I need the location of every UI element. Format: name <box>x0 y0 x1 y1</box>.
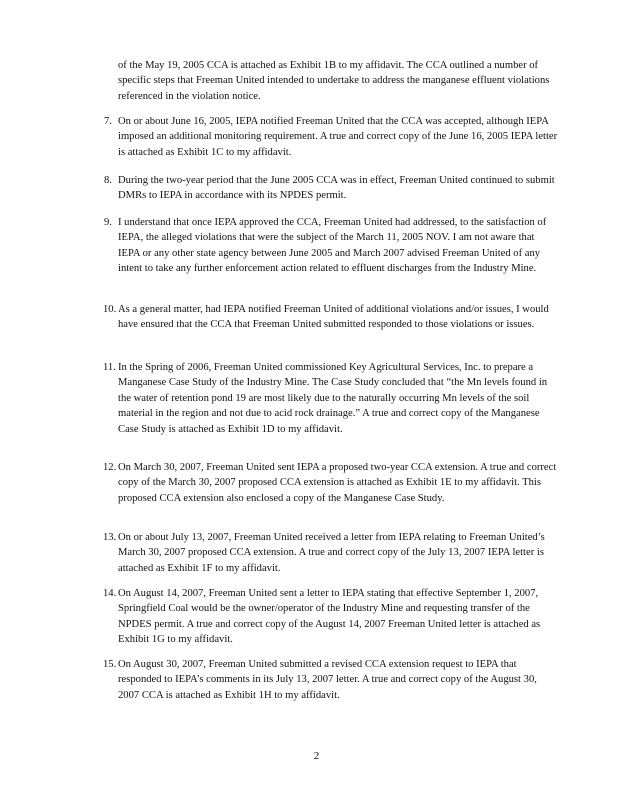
paragraph-9 <box>104 215 558 277</box>
paragraph-number: 10. <box>103 304 117 315</box>
paragraph-text: On March 30, 2007, Freeman United sent IEPA a proposed two-year CCA extension. A true and correct copy of the March 30, 2007 proposed CCA extension is attached as Exhibit 1E to my affidavit. This proposed CCA extension also enclosed a copy of the Manganese Case Study. <box>118 462 557 504</box>
paragraph-number: 11. <box>103 362 116 373</box>
paragraph-text: During the two-year period that the June 2005 CCA was in effect, Freeman United continued to submit DMRs to IEPA in accordance with its NPDES permit. <box>118 175 555 202</box>
intro-continuation-paragraph: of the May 19, 2005 CCA is attached as Exhibit 1B to my affidavit. The CCA outlined a number of specific steps that Freeman United intended to undertake to address the manganese effluent violations referenced in the violation notice. <box>118 60 550 102</box>
paragraph-8 <box>104 173 558 204</box>
paragraph-text: I understand that once IEPA approved the CCA, Freeman United had addressed, to the satisfaction of IEPA, the alleged violations that were the subject of the March 11, 2005 NOV. I am not aware that IEPA or any other state agency between June 2005 and March 2007 advised Freeman United of any intent to take any further enforcement action related to effluent discharges from the Industry Mine. <box>118 217 547 275</box>
paragraph-text: On or about June 16, 2005, IEPA notified Freeman United that the CCA was accepted, although IEPA imposed an additional monitoring requirement. A true and correct copy of the June 16, 2005 IEPA letter is attached as Exhibit 1C to my affidavit. <box>118 116 558 158</box>
paragraph-number: 8. <box>104 175 112 186</box>
paragraph-12 <box>104 460 558 506</box>
paragraph-number: 13. <box>103 532 117 543</box>
paragraph-14 <box>104 586 558 648</box>
page-number: 2 <box>313 750 320 762</box>
paragraph-7 <box>104 114 558 160</box>
paragraph-number: 15. <box>103 659 117 670</box>
paragraph-text: On or about July 13, 2007, Freeman United received a letter from IEPA relating to Freeman United’s March 30, 2007 proposed CCA extension. A true and correct copy of the July 13, 2007 IEPA letter is attached as Exhibit 1F to my affidavit. <box>118 532 545 574</box>
paragraph-text: As a general matter, had IEPA notified Freeman United of additional violations and/or issues, I would have ensured that the CCA that Freeman United submitted responded to those violations or issues. <box>118 304 549 331</box>
paragraph-number: 7. <box>104 116 112 127</box>
paragraph-text: On August 30, 2007, Freeman United submitted a revised CCA extension request to IEPA that responded to IEPA’s comments in its July 13, 2007 letter. A true and correct copy of the August 30, 2007 CCA is attached as Exhibit 1H to my affidavit. <box>118 659 537 701</box>
paragraph-11 <box>104 360 558 437</box>
paragraph-number: 12. <box>103 462 117 473</box>
paragraph-13 <box>104 530 558 576</box>
paragraph-number: 14. <box>103 588 117 599</box>
paragraph-number: 9. <box>104 217 112 228</box>
paragraph-text: In the Spring of 2006, Freeman United commissioned Key Agricultural Services, Inc. to prepare a Manganese Case Study of the Industry Mine. The Case Study concluded that “the Mn levels found in the water of retention pond 19 are most likely due to the naturally occurring Mn levels of the soil material in the region and not due to acid rock drainage.” A true and correct copy of the Manganese Case Study is attached as Exhibit 1D to my affidavit. <box>118 362 548 435</box>
paragraph-text: On August 14, 2007, Freeman United sent a letter to IEPA stating that effective September 1, 2007, Springfield Coal would be the owner/operator of the Industry Mine and requesting transfer of the NPDES permit. A true and correct copy of the August 14, 2007 Freeman United letter is attached as Exhibit 1G to my affidavit. <box>118 588 541 646</box>
paragraph-15 <box>104 657 558 703</box>
paragraph-10 <box>104 302 558 333</box>
